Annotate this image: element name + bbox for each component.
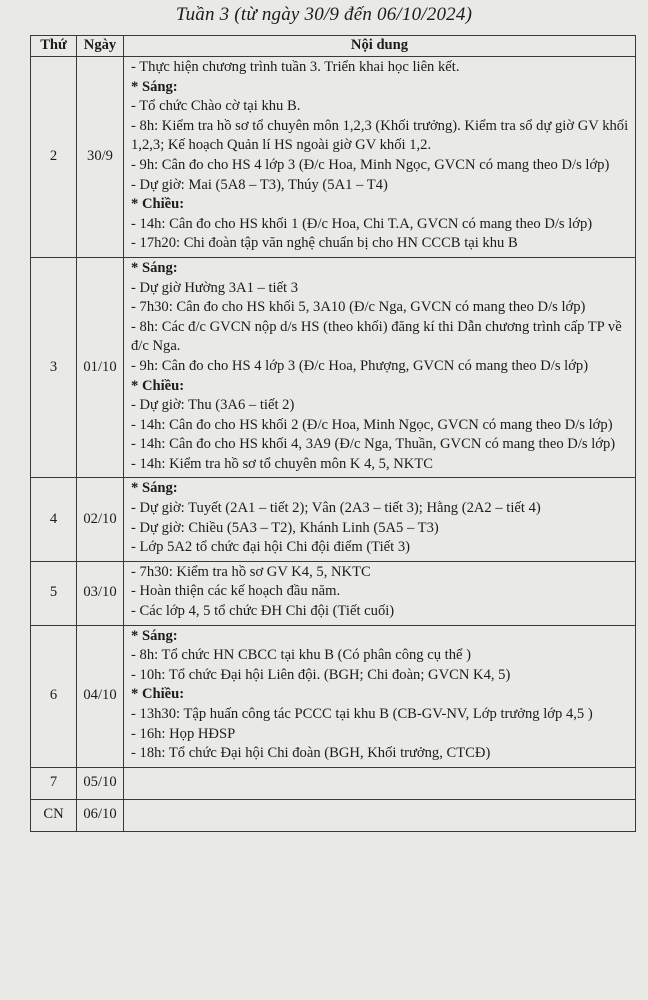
table-row bbox=[31, 57, 636, 258]
schedule-item: - Dự giờ Hường 3A1 – tiết 3 bbox=[131, 279, 629, 299]
schedule-item: - 14h: Cân đo cho HS khối 1 (Đ/c Hoa, Chi T.A, GVCN có mang theo D/s lớp) bbox=[131, 215, 629, 235]
table-row bbox=[31, 561, 636, 625]
day-cell: 3 bbox=[31, 257, 77, 478]
content-cell bbox=[124, 257, 636, 478]
day-cell: CN bbox=[31, 799, 77, 831]
schedule-item: - 16h: Họp HĐSP bbox=[131, 725, 629, 745]
session-heading: * Chiều: bbox=[131, 195, 629, 215]
schedule-item: - 8h: Tổ chức HN CBCC tại khu B (Có phân công cụ thể ) bbox=[131, 646, 629, 666]
schedule-item: - Lớp 5A2 tổ chức đại hội Chi đội điểm (Tiết 3) bbox=[131, 538, 629, 558]
content-cell bbox=[124, 625, 636, 767]
day-cell: 2 bbox=[31, 57, 77, 258]
table-row bbox=[31, 478, 636, 561]
table-row bbox=[31, 767, 636, 799]
schedule-item: - 13h30: Tập huấn công tác PCCC tại khu B (CB-GV-NV, Lớp trưởng lớp 4,5 ) bbox=[131, 705, 629, 725]
schedule-table bbox=[30, 35, 636, 832]
session-heading: * Sáng: bbox=[131, 259, 629, 279]
day-cell: 5 bbox=[31, 561, 77, 625]
day-cell: 4 bbox=[31, 478, 77, 561]
schedule-item: - 14h: Cân đo cho HS khối 2 (Đ/c Hoa, Minh Ngọc, GVCN có mang theo D/s lớp) bbox=[131, 416, 629, 436]
schedule-item: - 10h: Tổ chức Đại hội Liên đội. (BGH; Chi đoàn; GVCN K4, 5) bbox=[131, 666, 629, 686]
schedule-item: - Thực hiện chương trình tuần 3. Triển khai học liên kết. bbox=[131, 58, 629, 78]
day-cell: 7 bbox=[31, 767, 77, 799]
session-heading: * Sáng: bbox=[131, 78, 629, 98]
schedule-item: - Dự giờ: Thu (3A6 – tiết 2) bbox=[131, 396, 629, 416]
schedule-item: - 7h30: Kiểm tra hồ sơ GV K4, 5, NKTC bbox=[131, 563, 629, 583]
table-row bbox=[31, 625, 636, 767]
content-cell bbox=[124, 799, 636, 831]
schedule-item: - 8h: Các đ/c GVCN nộp d/s HS (theo khối) đăng kí thi Dẫn chương trình cấp TP về đ/c Nga. bbox=[131, 318, 629, 357]
schedule-item: - Dự giờ: Tuyết (2A1 – tiết 2); Vân (2A3 – tiết 3); Hằng (2A2 – tiết 4) bbox=[131, 499, 629, 519]
date-cell: 05/10 bbox=[77, 767, 124, 799]
date-cell: 02/10 bbox=[77, 478, 124, 561]
schedule-item: - Các lớp 4, 5 tổ chức ĐH Chi đội (Tiết cuối) bbox=[131, 602, 629, 622]
schedule-item: - 14h: Kiểm tra hồ sơ tổ chuyên môn K 4, 5, NKTC bbox=[131, 455, 629, 475]
content-cell bbox=[124, 478, 636, 561]
schedule-item: - 9h: Cân đo cho HS 4 lớp 3 (Đ/c Hoa, Phượng, GVCN có mang theo D/s lớp) bbox=[131, 357, 629, 377]
table-row bbox=[31, 799, 636, 831]
date-cell: 03/10 bbox=[77, 561, 124, 625]
table-row bbox=[31, 257, 636, 478]
schedule-item: - Dự giờ: Mai (5A8 – T3), Thúy (5A1 – T4) bbox=[131, 176, 629, 196]
header-content: Nội dung bbox=[124, 36, 636, 57]
schedule-item: - 14h: Cân đo cho HS khối 4, 3A9 (Đ/c Nga, Thuần, GVCN có mang theo D/s lớp) bbox=[131, 435, 629, 455]
session-heading: * Sáng: bbox=[131, 479, 629, 499]
schedule-item: - Tổ chức Chào cờ tại khu B. bbox=[131, 97, 629, 117]
session-heading: * Chiều: bbox=[131, 685, 629, 705]
date-cell: 30/9 bbox=[77, 57, 124, 258]
schedule-item: - 9h: Cân đo cho HS 4 lớp 3 (Đ/c Hoa, Minh Ngọc, GVCN có mang theo D/s lớp) bbox=[131, 156, 629, 176]
content-cell bbox=[124, 561, 636, 625]
schedule-item: - 7h30: Cân đo cho HS khối 5, 3A10 (Đ/c Nga, GVCN có mang theo D/s lớp) bbox=[131, 298, 629, 318]
schedule-item: - 8h: Kiểm tra hồ sơ tổ chuyên môn 1,2,3 (Khối trưởng). Kiểm tra sổ dự giờ GV khối 1,2,3; Kế hoạch Quản lí HS ngoài giờ GV khối 1,2. bbox=[131, 117, 629, 156]
schedule-item: - 17h20: Chi đoàn tập văn nghệ chuẩn bị cho HN CCCB tại khu B bbox=[131, 234, 629, 254]
date-cell: 01/10 bbox=[77, 257, 124, 478]
table-header-row bbox=[31, 36, 636, 57]
schedule-item: - Dự giờ: Chiều (5A3 – T2), Khánh Linh (5A5 – T3) bbox=[131, 519, 629, 539]
session-heading: * Sáng: bbox=[131, 627, 629, 647]
page-title: Tuần 3 (từ ngày 30/9 đến 06/10/2024) bbox=[175, 4, 473, 25]
schedule-item: - 18h: Tổ chức Đại hội Chi đoàn (BGH, Khối trưởng, CTCĐ) bbox=[131, 744, 629, 764]
content-cell bbox=[124, 57, 636, 258]
day-cell: 6 bbox=[31, 625, 77, 767]
session-heading: * Chiều: bbox=[131, 377, 629, 397]
schedule-item: - Hoàn thiện các kế hoạch đầu năm. bbox=[131, 582, 629, 602]
date-cell: 06/10 bbox=[77, 799, 124, 831]
date-cell: 04/10 bbox=[77, 625, 124, 767]
header-date: Ngày bbox=[77, 36, 124, 57]
header-day: Thứ bbox=[31, 36, 77, 57]
content-cell bbox=[124, 767, 636, 799]
